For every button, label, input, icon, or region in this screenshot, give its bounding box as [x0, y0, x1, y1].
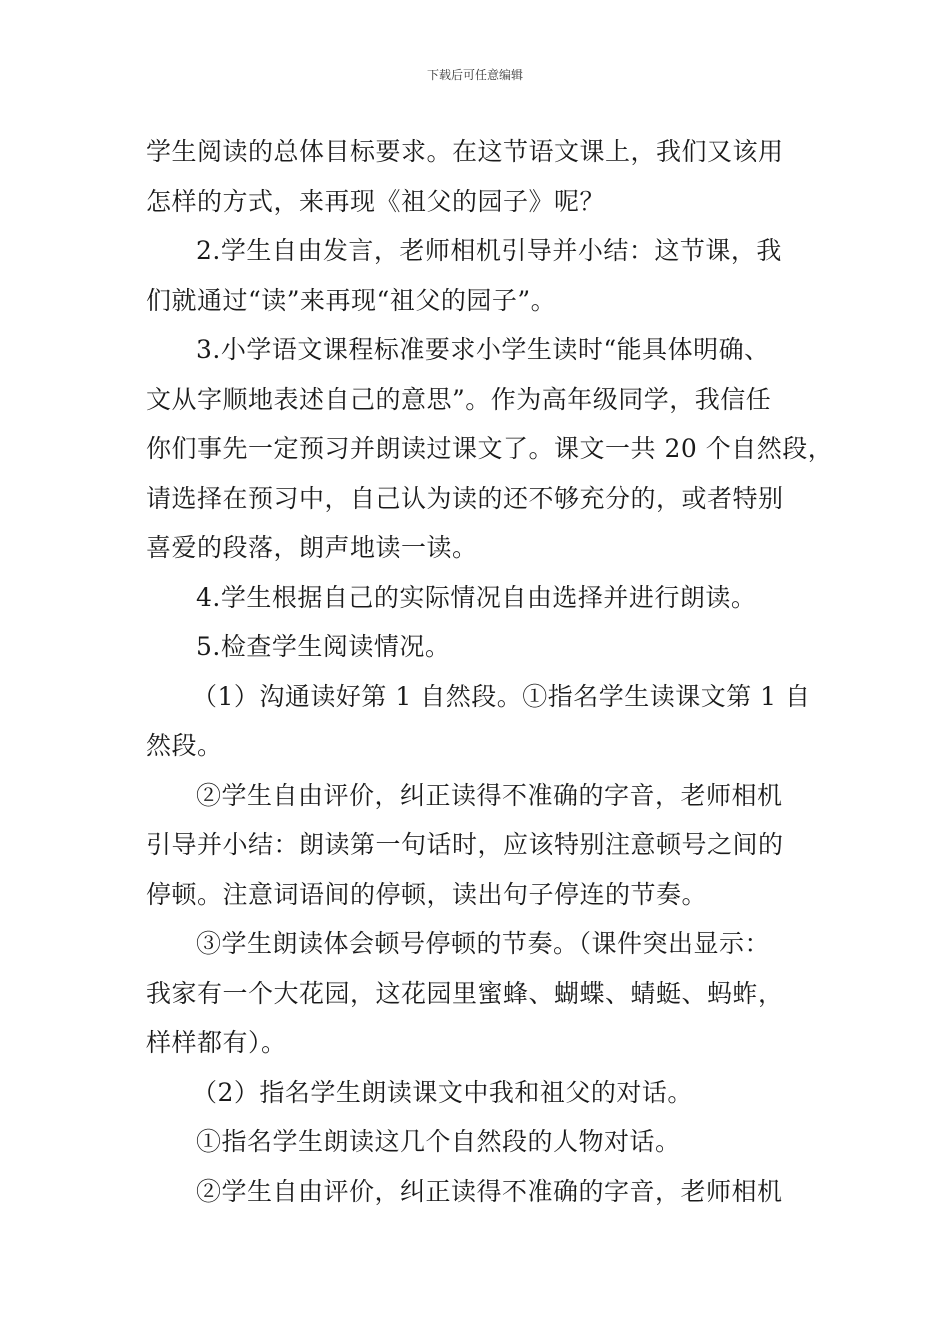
text-line: 2.学生自由发言，老师相机引导并小结：这节课，我 — [196, 236, 782, 265]
text-line: （1）沟通读好第 1 自然段。①指名学生读课文第 1 自 — [192, 681, 811, 711]
text-line: 我家有一个大花园，这花园里蜜蜂、蝴蝶、蜻蜓、蚂蚱， — [146, 978, 784, 1008]
text-line: （2）指名学生朗读课文中我和祖父的对话。 — [192, 1077, 693, 1107]
text-line: ③学生朗读体会顿号停顿的节奏。（课件突出显示： — [196, 929, 771, 958]
text-line: 请选择在预习中，自己认为读的还不够充分的，或者特别 — [146, 483, 784, 513]
text-line: 引导并小结：朗读第一句话时，应该特别注意顿号之间的 — [146, 830, 784, 859]
text-line: ②学生自由评价，纠正读得不准确的字音，老师相机 — [196, 780, 783, 810]
text-line: 4.学生根据自己的实际情况自由选择并进行朗读。 — [196, 582, 757, 612]
text-line: ②学生自由评价，纠正读得不准确的字音，老师相机 — [196, 1176, 783, 1206]
document-body — [146, 127, 836, 1216]
text-line: 喜爱的段落，朗声地读一读。 — [146, 533, 478, 562]
text-line: 然段。 — [146, 731, 223, 760]
text-line: 停顿。注意词语间的停顿，读出句子停连的节奏。 — [146, 879, 708, 909]
text-line: 5.检查学生阅读情况。 — [196, 632, 451, 661]
text-line: 文从字顺地表述自己的意思”。作为高年级同学，我信任 — [146, 384, 772, 414]
text-line: 们就通过“读”来再现“祖父的园子”。 — [146, 285, 557, 315]
text-line: 你们事先一定预习并朗读过课文了。课文一共 20 个自然段， — [146, 434, 834, 463]
page-header: 下载后可任意编辑 — [426, 68, 523, 82]
text-line: 样样都有）。 — [146, 1028, 287, 1057]
text-line: 3.小学语文课程标准要求小学生读时“能具体明确、 — [196, 335, 770, 364]
text-line: 怎样的方式，来再现《祖父的园子》呢？ — [146, 186, 606, 216]
text-line: 学生阅读的总体目标要求。在这节语文课上，我们又该用 — [146, 137, 784, 166]
text-line: ①指名学生朗读这几个自然段的人物对话。 — [196, 1127, 681, 1156]
